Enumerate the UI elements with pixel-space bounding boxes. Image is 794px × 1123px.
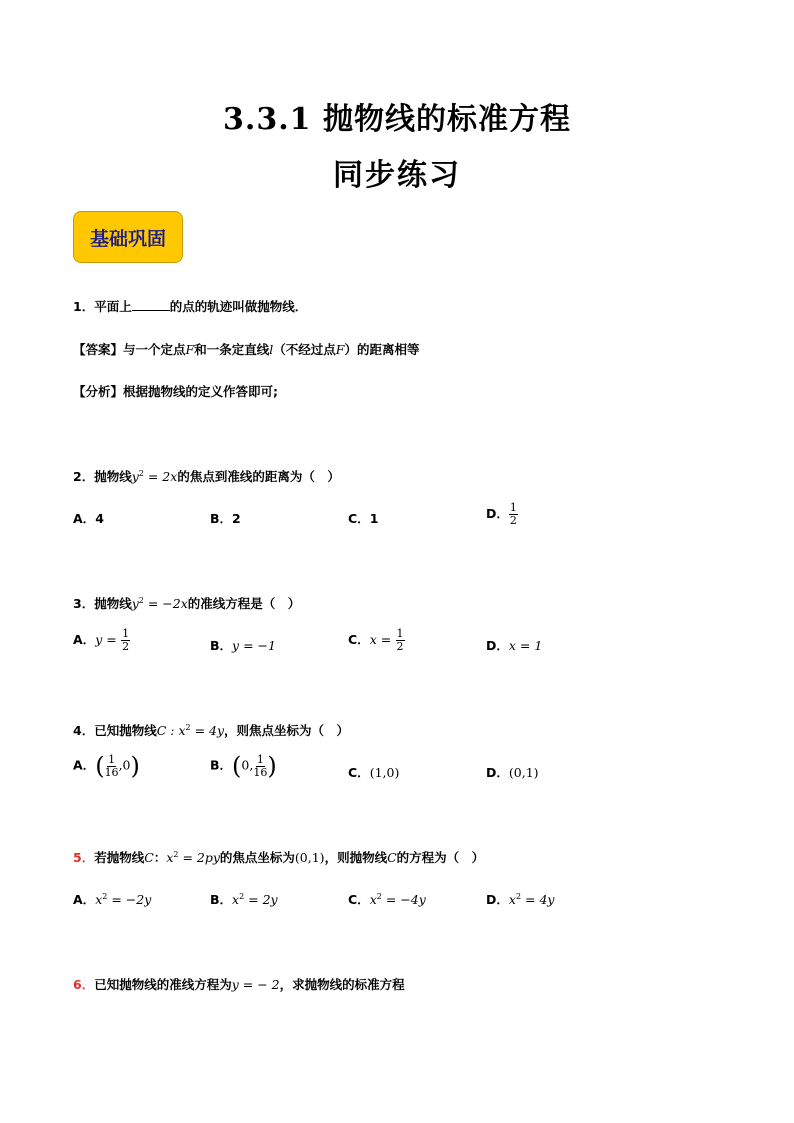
option-label: A． (73, 632, 96, 647)
analysis-text: 根据抛物线的定义作答即可; (123, 384, 279, 399)
option-value: (0,1) (508, 765, 539, 780)
fraction (121, 628, 130, 653)
section-badge (73, 211, 183, 263)
question-text: 平面上 (94, 299, 132, 314)
question-text: ，则抛物线 (324, 850, 388, 865)
question-number: 4． (73, 723, 95, 738)
math-expr: = 4y (190, 723, 225, 738)
option-label: A． (73, 511, 96, 526)
option-value: = 4y (521, 892, 555, 907)
question-1 (73, 297, 307, 315)
question-text: 的准线方程是（ ） (187, 596, 301, 611)
fraction-denominator: 2 (509, 514, 517, 527)
fraction-denominator: 2 (396, 640, 404, 653)
math-exponent: 2 (138, 468, 144, 478)
fraction (105, 754, 119, 779)
answer-text: （不经过点 (273, 342, 336, 357)
math-expr: C : x (156, 723, 186, 738)
math-C: C (387, 850, 397, 865)
option-value: x = 1 (508, 638, 543, 653)
question-number: 6． (73, 977, 95, 992)
math-expr: x (166, 850, 174, 865)
question-text: ，则焦点坐标为（ ） (224, 723, 350, 738)
math-C: C (144, 850, 154, 865)
fraction-denominator: 16 (104, 765, 119, 779)
analysis-line (73, 382, 278, 400)
question-number: 3． (73, 596, 95, 611)
option-value: x (232, 892, 240, 907)
answer-text: 与一个定点 (123, 342, 186, 357)
page-subtitle: 同步练习 (333, 158, 461, 193)
option-b[interactable] (210, 752, 277, 780)
question-text: 已知抛物线 (94, 723, 157, 738)
option-value: 2 (232, 511, 241, 526)
option-value: ,0 (118, 757, 131, 773)
math-expr: y (131, 469, 139, 484)
option-label: A． (73, 892, 96, 907)
option-d[interactable] (486, 502, 518, 527)
question-6 (73, 975, 405, 993)
option-value: y = (95, 632, 117, 647)
math-expr: = 2x (143, 469, 178, 484)
option-c[interactable] (348, 628, 405, 653)
question-text: 的焦点坐标为 (219, 850, 295, 865)
question-number: 1． (73, 299, 95, 314)
math-F: F (335, 342, 345, 357)
math-l: l (269, 342, 274, 357)
option-c[interactable] (348, 890, 426, 908)
option-label: B． (210, 638, 233, 653)
question-text: 抛物线 (94, 469, 132, 484)
option-a[interactable] (73, 752, 140, 780)
left-paren: ( (95, 752, 105, 780)
fraction-numerator: 1 (509, 501, 517, 514)
math-F: F (185, 342, 195, 357)
option-value: 4 (95, 511, 104, 526)
question-text: 已知抛物线的准线方程为 (94, 977, 232, 992)
math-exponent: 2 (173, 849, 179, 859)
option-value: x (508, 892, 516, 907)
math-expr: = 2py (178, 850, 220, 865)
question-5 (73, 848, 484, 866)
math-exponent: 2 (138, 595, 144, 605)
right-paren: ) (130, 752, 140, 780)
option-value: y = −1 (232, 638, 276, 653)
math-exponent: 2 (515, 891, 522, 901)
option-value: x = (369, 632, 392, 647)
option-b[interactable] (210, 509, 241, 527)
option-label: D． (486, 765, 509, 780)
question-text: 的方程为（ ） (396, 850, 485, 865)
option-value: (1,0) (369, 765, 400, 780)
fraction-numerator: 1 (256, 752, 264, 766)
fraction (253, 754, 267, 779)
math-expr: y (131, 596, 139, 611)
math-expr: y = − 2 (231, 977, 280, 992)
question-4 (73, 721, 349, 739)
answer-blank (132, 298, 170, 311)
question-text: 抛物线 (94, 596, 132, 611)
option-a[interactable] (73, 509, 104, 527)
fraction (396, 628, 405, 653)
question-number: 5． (73, 850, 95, 865)
question-3 (73, 594, 300, 612)
option-d[interactable] (486, 763, 539, 781)
option-value: = −2y (107, 892, 152, 907)
option-label: B． (210, 511, 233, 526)
question-number: 2． (73, 469, 95, 484)
math-exponent: 2 (185, 722, 191, 732)
section-badge-label: 基础巩固 (89, 227, 166, 250)
option-label: D． (486, 506, 509, 521)
option-value: 1 (369, 511, 379, 526)
option-d[interactable] (486, 890, 554, 908)
answer-tag: 【答案】 (73, 342, 124, 357)
option-c[interactable] (348, 763, 399, 781)
question-text: ，求抛物线的标准方程 (279, 977, 405, 992)
option-label: C． (348, 765, 370, 780)
option-b[interactable] (210, 636, 276, 654)
math-exponent: 2 (239, 891, 245, 901)
option-value: 0, (241, 757, 254, 773)
math-point: (0,1) (294, 850, 325, 865)
math-exponent: 2 (376, 891, 382, 901)
option-value: = −4y (381, 892, 426, 907)
option-b[interactable] (210, 890, 278, 908)
fraction-denominator: 2 (122, 640, 130, 653)
question-text: 的点的轨迹叫做抛物线． (169, 299, 308, 314)
option-label: C． (348, 632, 370, 647)
answer-line (73, 340, 419, 358)
option-a[interactable] (73, 890, 151, 908)
math-exponent: 2 (102, 891, 108, 901)
option-label: D． (486, 638, 509, 653)
option-value: x (369, 892, 377, 907)
option-c[interactable] (348, 509, 378, 527)
fraction (509, 502, 518, 527)
question-text: 若抛物线 (94, 850, 145, 865)
option-label: A． (73, 757, 96, 773)
option-label: C． (348, 892, 370, 907)
fraction-denominator: 16 (253, 765, 268, 779)
option-value: = 2y (244, 892, 278, 907)
question-2 (73, 467, 340, 485)
option-label: B． (210, 892, 233, 907)
option-d[interactable] (486, 636, 542, 654)
answer-text: 和一条定直线 (194, 342, 270, 357)
option-label: B． (210, 757, 233, 773)
fraction-numerator: 1 (108, 752, 116, 766)
left-paren: ( (232, 752, 242, 780)
answer-text: ）的距离相等 (344, 342, 420, 357)
question-text: ： (153, 850, 167, 865)
analysis-tag: 【分析】 (73, 384, 124, 399)
option-label: D． (486, 892, 509, 907)
question-text: 的焦点到准线的距离为（ ） (177, 469, 340, 484)
math-expr: = −2x (143, 596, 188, 611)
option-label: C． (348, 511, 370, 526)
fraction-numerator: 1 (396, 627, 404, 640)
option-a[interactable] (73, 628, 130, 653)
page-title: 3.3.1 抛物线的标准方程 (223, 102, 571, 137)
fraction-numerator: 1 (122, 627, 130, 640)
right-paren: ) (267, 752, 277, 780)
option-value: x (95, 892, 103, 907)
